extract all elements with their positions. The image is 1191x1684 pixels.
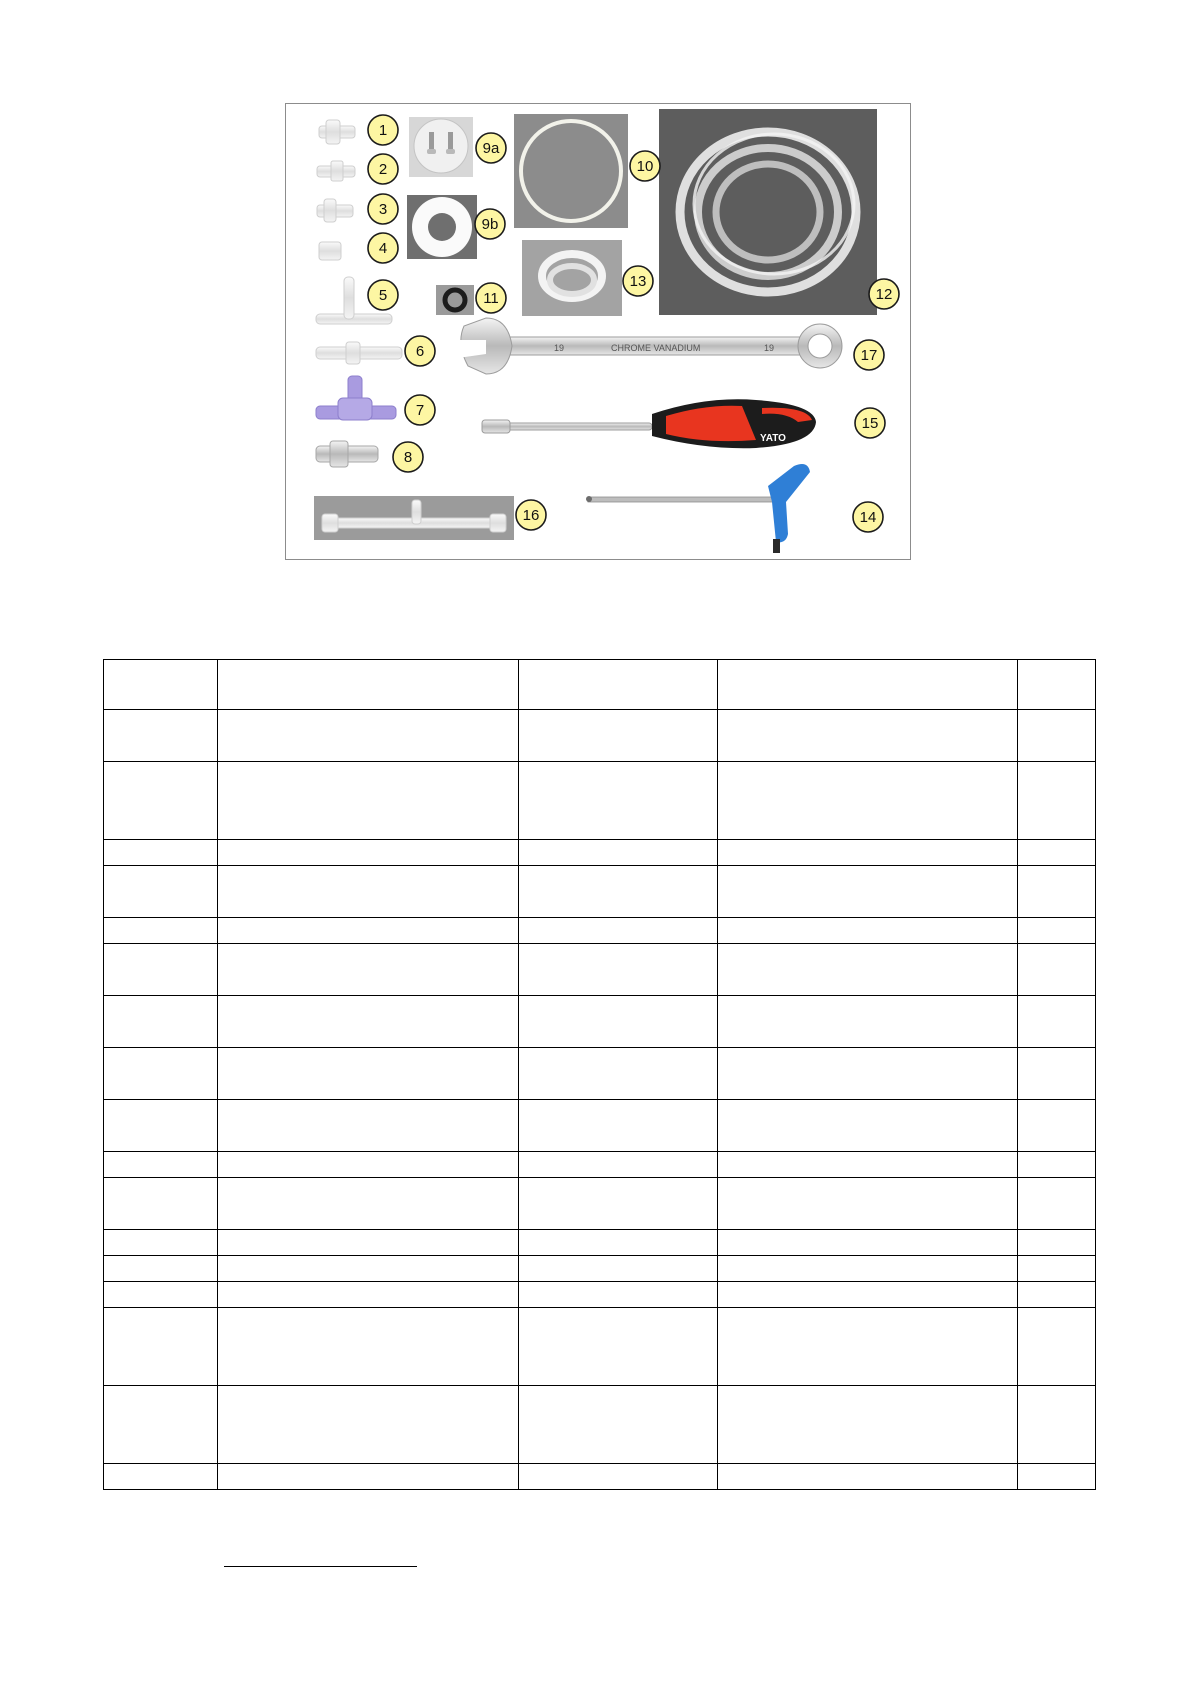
svg-text:1: 1: [378, 122, 388, 139]
table-cell: [519, 1282, 718, 1308]
table-cell: [1018, 918, 1096, 944]
table-cell: [718, 762, 1018, 840]
table-cell: [718, 1464, 1018, 1490]
table-cell: [1018, 1178, 1096, 1230]
table-cell: [519, 918, 718, 944]
table-cell: [519, 1230, 718, 1256]
table-row: [104, 996, 1096, 1048]
table-cell: [104, 710, 218, 762]
table-cell: [104, 866, 218, 918]
callout-9b: [475, 209, 505, 239]
table-cell: [104, 996, 218, 1048]
svg-text:2: 2: [378, 161, 388, 178]
table-cell: [1018, 866, 1096, 918]
callout-11: [476, 283, 506, 313]
table-cell: [218, 762, 519, 840]
table-cell: [519, 1308, 718, 1386]
table-header-cell: [1018, 660, 1096, 710]
callout-14: [853, 502, 883, 532]
table-cell: [104, 1178, 218, 1230]
table-cell: [104, 1282, 218, 1308]
svg-text:4: 4: [378, 240, 388, 257]
table-header-cell: [218, 660, 519, 710]
table-cell: [1018, 840, 1096, 866]
table-cell: [218, 1308, 519, 1386]
wrench-17-image: [456, 318, 842, 374]
table-cell: [218, 1282, 519, 1308]
table-cell: [104, 762, 218, 840]
callout-15: [855, 408, 885, 438]
table-row: [104, 1308, 1096, 1386]
table-cell: [718, 1282, 1018, 1308]
fitting-4-image: [319, 242, 341, 260]
table-cell: [718, 1152, 1018, 1178]
table-cell: [218, 866, 519, 918]
table-cell: [718, 996, 1018, 1048]
svg-text:15: 15: [861, 415, 879, 432]
table-cell: [718, 840, 1018, 866]
table-row: [104, 918, 1096, 944]
table-cell: [104, 1308, 218, 1386]
table-header-cell: [718, 660, 1018, 710]
table-cell: [104, 1152, 218, 1178]
table-cell: [1018, 1386, 1096, 1464]
table-cell: [718, 866, 1018, 918]
table-row: [104, 1464, 1096, 1490]
hex-key-14-image: [586, 464, 810, 553]
table-cell: [1018, 1152, 1096, 1178]
table-cell: [1018, 1230, 1096, 1256]
table-row: [104, 1048, 1096, 1100]
tubing-12-image: [659, 109, 877, 315]
table-row: [104, 1386, 1096, 1464]
connector-6-image: [316, 342, 402, 364]
table-cell: [1018, 710, 1096, 762]
washer-9b-image: [407, 195, 477, 259]
table-cell: [718, 1386, 1018, 1464]
table-cell: [519, 996, 718, 1048]
table-cell: [104, 1100, 218, 1152]
svg-text:6: 6: [415, 343, 425, 360]
table-cell: [519, 1178, 718, 1230]
table-cell: [519, 944, 718, 996]
fitting-2-image: [317, 161, 355, 181]
table-row: [104, 944, 1096, 996]
table-header-cell: [519, 660, 718, 710]
callout-1: [368, 115, 398, 145]
svg-text:13: 13: [629, 273, 647, 290]
table-cell: [519, 1152, 718, 1178]
table-cell: [218, 1152, 519, 1178]
table-cell: [519, 1256, 718, 1282]
parts-photo: [285, 103, 911, 560]
table-cell: [519, 1464, 718, 1490]
svg-text:5: 5: [378, 287, 388, 304]
table-cell: [104, 1386, 218, 1464]
fitting-1-image: [319, 120, 355, 144]
table-cell: [519, 1048, 718, 1100]
table-header-cell: [104, 660, 218, 710]
table-cell: [718, 944, 1018, 996]
table-cell: [1018, 1308, 1096, 1386]
table-cell: [218, 1100, 519, 1152]
coupling-8-image: [316, 441, 378, 467]
callout-7: [405, 395, 435, 425]
table-cell: [218, 840, 519, 866]
table-cell: [718, 1256, 1018, 1282]
svg-text:16: 16: [522, 507, 540, 524]
callout-5: [368, 280, 398, 310]
svg-text:11: 11: [483, 290, 499, 307]
table-row: [104, 840, 1096, 866]
table-cell: [718, 710, 1018, 762]
table-cell: [519, 762, 718, 840]
screwdriver-brand: YATO: [760, 433, 786, 444]
table-row: [104, 1152, 1096, 1178]
table-header-row: [104, 660, 1096, 710]
table-cell: [104, 1256, 218, 1282]
table-cell: [519, 1100, 718, 1152]
table-cell: [218, 1230, 519, 1256]
table-cell: [1018, 1464, 1096, 1490]
table-cell: [519, 710, 718, 762]
callout-17: [854, 340, 884, 370]
svg-text:9b: 9b: [481, 216, 499, 233]
table-cell: [218, 1256, 519, 1282]
table-row: [104, 710, 1096, 762]
tee-pipe-16-image: [314, 496, 514, 540]
wrench-size-right: 19: [764, 343, 775, 353]
svg-text:7: 7: [415, 402, 425, 419]
o-ring-10-image: [514, 114, 628, 228]
table-cell: [1018, 1256, 1096, 1282]
table-row: [104, 866, 1096, 918]
table-cell: [1018, 1282, 1096, 1308]
screwdriver-15-image: [482, 399, 816, 448]
table-cell: [1018, 996, 1096, 1048]
table-cell: [104, 840, 218, 866]
table-cell: [718, 1048, 1018, 1100]
parts-table: [103, 659, 1096, 1490]
fitting-3-image: [317, 199, 353, 222]
callout-8: [393, 442, 423, 472]
table-cell: [218, 710, 519, 762]
table-cell: [1018, 1048, 1096, 1100]
table-cell: [104, 944, 218, 996]
table-row: [104, 1256, 1096, 1282]
callout-12: [869, 279, 899, 309]
svg-text:14: 14: [859, 509, 877, 526]
table-cell: [218, 996, 519, 1048]
callout-16: [516, 500, 546, 530]
table-cell: [218, 1048, 519, 1100]
svg-text:10: 10: [636, 158, 654, 175]
svg-text:9a: 9a: [482, 140, 500, 157]
table-cell: [1018, 1100, 1096, 1152]
callout-3: [368, 194, 398, 224]
callout-13: [623, 266, 653, 296]
table-cell: [519, 866, 718, 918]
disk-9a-image: [409, 117, 473, 177]
table-cell: [218, 944, 519, 996]
wrench-brand: CHROME VANADIUM: [611, 343, 701, 353]
table-row: [104, 762, 1096, 840]
table-cell: [104, 1464, 218, 1490]
table-cell: [104, 1230, 218, 1256]
table-row: [104, 1178, 1096, 1230]
table-cell: [519, 1386, 718, 1464]
svg-text:12: 12: [875, 286, 893, 303]
callout-9a: [476, 133, 506, 163]
table-cell: [218, 918, 519, 944]
table-cell: [718, 1230, 1018, 1256]
callout-4: [368, 233, 398, 263]
table-cell: [718, 1178, 1018, 1230]
wrench-size-left: 19: [554, 343, 565, 353]
purple-tee-7-image: [316, 376, 396, 420]
o-ring-11-image: [436, 285, 474, 315]
table-cell: [104, 918, 218, 944]
table-cell: [718, 1308, 1018, 1386]
table-row: [104, 1282, 1096, 1308]
table-cell: [1018, 944, 1096, 996]
svg-text:17: 17: [860, 347, 878, 364]
table-cell: [218, 1464, 519, 1490]
table-cell: [519, 840, 718, 866]
table-cell: [1018, 762, 1096, 840]
callout-2: [368, 154, 398, 184]
svg-text:8: 8: [403, 449, 413, 466]
callout-6: [405, 336, 435, 366]
footnote-separator: [224, 1566, 417, 1567]
tubing-13-image: [522, 240, 622, 316]
table-row: [104, 1100, 1096, 1152]
table-row: [104, 1230, 1096, 1256]
table-cell: [718, 918, 1018, 944]
svg-text:3: 3: [378, 201, 388, 218]
table-cell: [218, 1178, 519, 1230]
callout-10: [630, 151, 660, 181]
table-cell: [718, 1100, 1018, 1152]
table-cell: [104, 1048, 218, 1100]
table-cell: [218, 1386, 519, 1464]
